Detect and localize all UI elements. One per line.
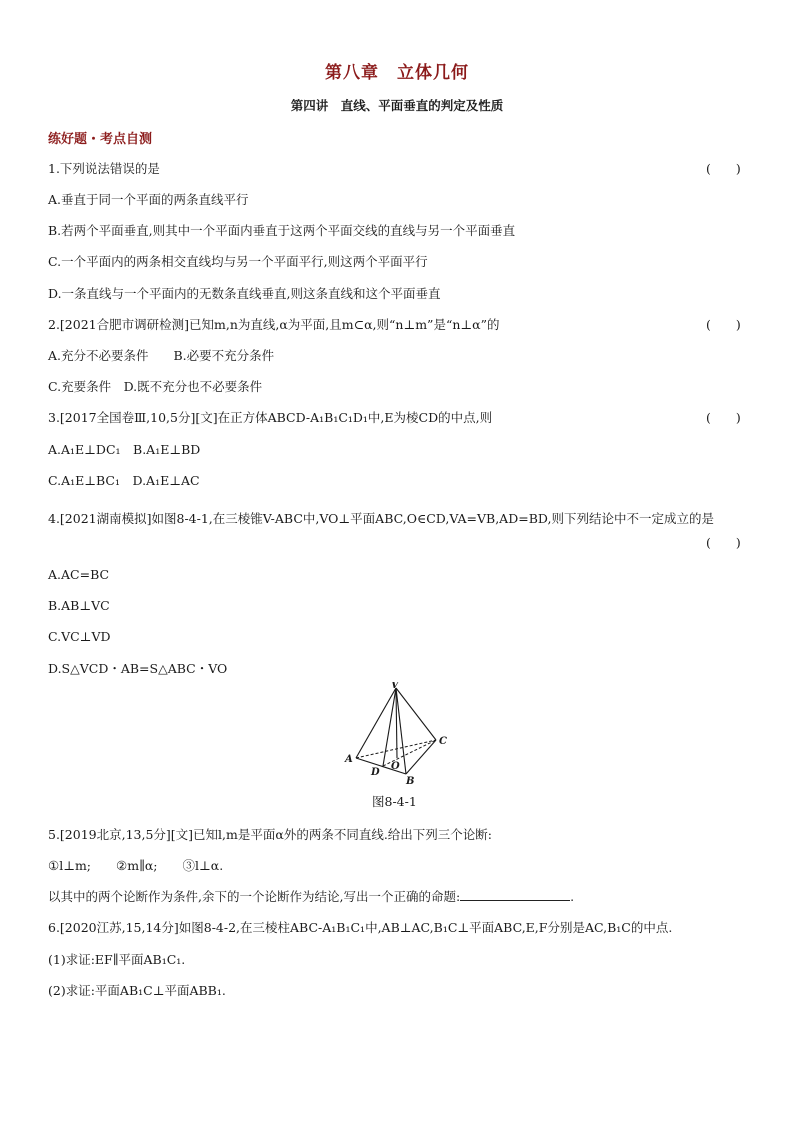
question-3-options-cd: C.A₁E⊥BC₁ D.A₁E⊥AC (48, 473, 200, 488)
lesson-title: 第四讲 直线、平面垂直的判定及性质 (290, 98, 504, 113)
question-6-stem: 6.[2020江苏,15,14分]如图8-4-2,在三棱柱ABC-A₁B₁C₁中,AB⊥AC,B₁C⊥平面ABC,E,F分别是AC,B₁C的中点. (48, 920, 673, 935)
question-4-stem: 4.[2021湖南模拟]如图8-4-1,在三棱锥V-ABC中,VO⊥平面ABC,O∈CD,VA=VB,AD=BD,则下列结论中不一定成立的是 (48, 511, 714, 526)
label-V: V (391, 682, 399, 691)
question-5-prompt-end: . (570, 889, 575, 904)
question-5-statements: ①l⊥m; ②m∥α; ③l⊥α. (48, 858, 224, 873)
question-1-option-d: D.一条直线与一个平面内的无数条直线垂直,则这条直线和这个平面垂直 (48, 286, 441, 301)
question-1-stem: 1.下列说法错误的是 (48, 161, 160, 176)
question-1-answer-paren: ( ) (706, 161, 741, 176)
pyramid-figure (340, 682, 460, 787)
question-4-option-d: D.S△VCD・AB=S△ABC・VO (48, 661, 228, 676)
section-header: 练好题・考点自测 (48, 132, 153, 147)
label-B: B (406, 776, 415, 787)
question-1-option-b: B.若两个平面垂直,则其中一个平面内垂直于这两个平面交线的直线与另一个平面垂直 (48, 223, 516, 238)
question-1-option-a: A.垂直于同一个平面的两条直线平行 (48, 192, 249, 207)
chapter-title: 第八章 立体几何 (325, 63, 469, 83)
edge-VC (396, 688, 436, 740)
question-4-option-b: B.AB⊥VC (48, 598, 110, 613)
label-O: O (391, 761, 400, 772)
label-A: A (345, 754, 353, 765)
question-5-prompt (48, 888, 574, 906)
label-C: C (439, 736, 447, 747)
figure-caption: 图8-4-1 (372, 794, 417, 809)
edge-AC-hidden (356, 740, 436, 758)
question-5-prompt-text: 以其中的两个论断作为条件,余下的一个论断作为结论,写出一个正确的命题: (48, 889, 461, 904)
question-3-stem: 3.[2017全国卷Ⅲ,10,5分][文]在正方体ABCD-A₁B₁C₁D₁中,E为棱CD的中点,则 (48, 410, 493, 425)
question-4-option-c: C.VC⊥VD (48, 629, 111, 644)
question-2-options-cd: C.充要条件 D.既不充分也不必要条件 (48, 379, 263, 394)
question-2-answer-paren: ( ) (706, 317, 741, 332)
question-3-options-ab: A.A₁E⊥DC₁ B.A₁E⊥BD (48, 442, 201, 457)
question-1-option-c: C.一个平面内的两条相交直线均与另一个平面平行,则这两个平面平行 (48, 254, 428, 269)
question-2-options-ab: A.充分不必要条件 B.必要不充分条件 (48, 348, 275, 363)
question-6-part-2: (2)求证:平面AB₁C⊥平面ABB₁. (48, 983, 226, 998)
question-3-answer-paren: ( ) (706, 410, 741, 425)
question-6-part-1: (1)求证:EF∥平面AB₁C₁. (48, 952, 186, 967)
question-2-stem: 2.[2021合肥市调研检测]已知m,n为直线,α为平面,且m⊂α,则“n⊥m”是“n⊥α”的 (48, 317, 500, 332)
edge-BC (406, 740, 436, 774)
question-4-option-a: A.AC=BC (48, 567, 110, 582)
label-D: D (371, 767, 380, 778)
question-5-stem: 5.[2019北京,13,5分][文]已知l,m是平面α外的两条不同直线.给出下列三个论断: (48, 827, 493, 842)
question-4-answer-paren: ( ) (706, 535, 741, 550)
answer-blank[interactable] (460, 888, 570, 901)
